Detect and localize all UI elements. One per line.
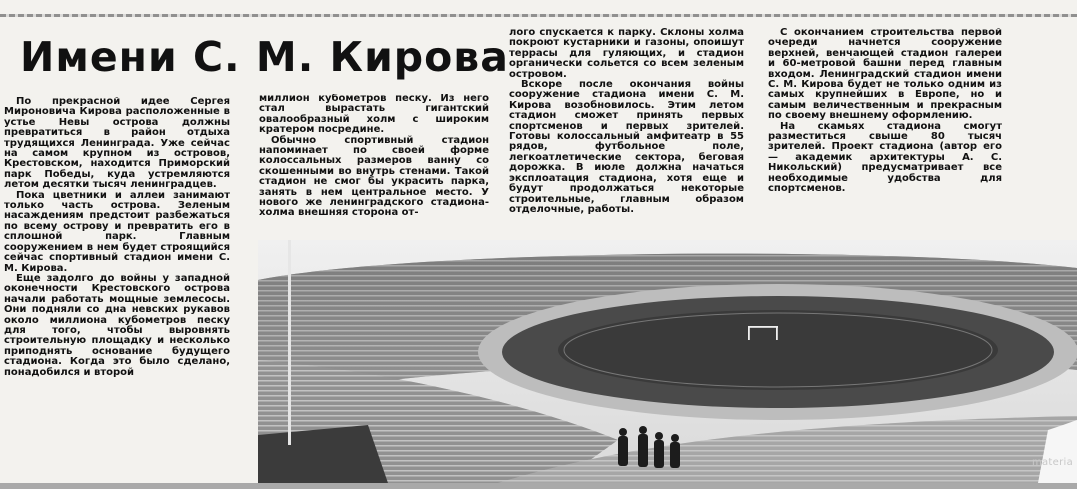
- paragraph: На скамьях стадиона смогут разместиться свыше 80 тысяч зрителей. Проект стадиона (автор его — академик архитектуры А. С. Никольский) предусматривает все необходимые удобства для спортсменов.: [768, 120, 1002, 195]
- paragraph: Вскоре после окончания войны сооружение стадиона имени С. М. Кирова возобновилось. Этим летом стадион сможет принять первых спортсменов и первых зрителей. Готовы колоссальный амфитеатр в 55 рядов, футбольное поле, легкоатлетические сектора, беговая дорожка. В июле должна начаться эксплоатация стадиона, хотя еще и будут продолжаться некоторые строительные, главным образом отделочные, работы.: [509, 79, 744, 215]
- stadium-photo: [258, 240, 1077, 483]
- paragraph: лого спускается к парку. Склоны холма покроют кустарники и газоны, опоишут террасы для гуляющих, и стадион органически сольется со всем зеленым островом.: [509, 28, 744, 80]
- paragraph: Пока цветники и аллеи занимают только часть острова. Зеленым насаждениям предстоит разбежаться по всему острову и превратить его в сплошной парк. Главным сооружением в нем будет строящийся сейчас спортивный стадион имени С. М. Кирова.: [4, 189, 230, 274]
- article-title: Имени С. М. Кирова: [20, 33, 509, 81]
- text-column-4: [768, 28, 1002, 236]
- bottom-strip: [0, 483, 1077, 489]
- text-column-1: [4, 97, 230, 397]
- paragraph: С окончанием строительства первой очереди начнется сооружение верхней, венчающей стадион галереи и 60-метровой башни перед главным входом. Ленинградский стадион имени С. М. Кирова будет не только одним из самых крупнейших в Европе, но и самым величественным и прекрасным по своему внешнему оформлению.: [768, 28, 1002, 122]
- paragraph: Обычно спортивный стадион напоминает по своей форме колоссальных размеров ванну со скошенными во внутрь стенами. Такой стадион не смог бы украсить парка, занять в нем центральное место. У нового же ленинградского стадиона-холма внешняя сторона от-: [259, 134, 489, 219]
- paragraph: миллион кубометров песку. Из него стал вырастать гигантский овалообразный холм с широким кратером посредине.: [259, 94, 489, 136]
- paragraph: Еще задолго до войны у западной оконечности Крестовского острова начали работать мощные землесосы. Они подняли со дна невских рукавов около миллиона кубометров песку для того, чтобы выровнять строительную площадку и несколько приподнять основание будущего стадиона. Когда это было сделано, понадобился и второй: [4, 272, 230, 378]
- watermark: materia: [1031, 457, 1073, 468]
- text-column-2: [259, 94, 489, 238]
- top-rule: [0, 14, 1077, 17]
- paragraph: По прекрасной идее Сергея Мироновича Кирова расположенные в устье Невы острова должны превратиться в район отдыха трудящихся Ленинграда. Уже сейчас на самом крупном из островов, Крестовском, находится Приморский парк Победы, куда устремляются летом десятки тысяч ленинградцев.: [4, 97, 230, 191]
- text-column-3: [509, 28, 744, 236]
